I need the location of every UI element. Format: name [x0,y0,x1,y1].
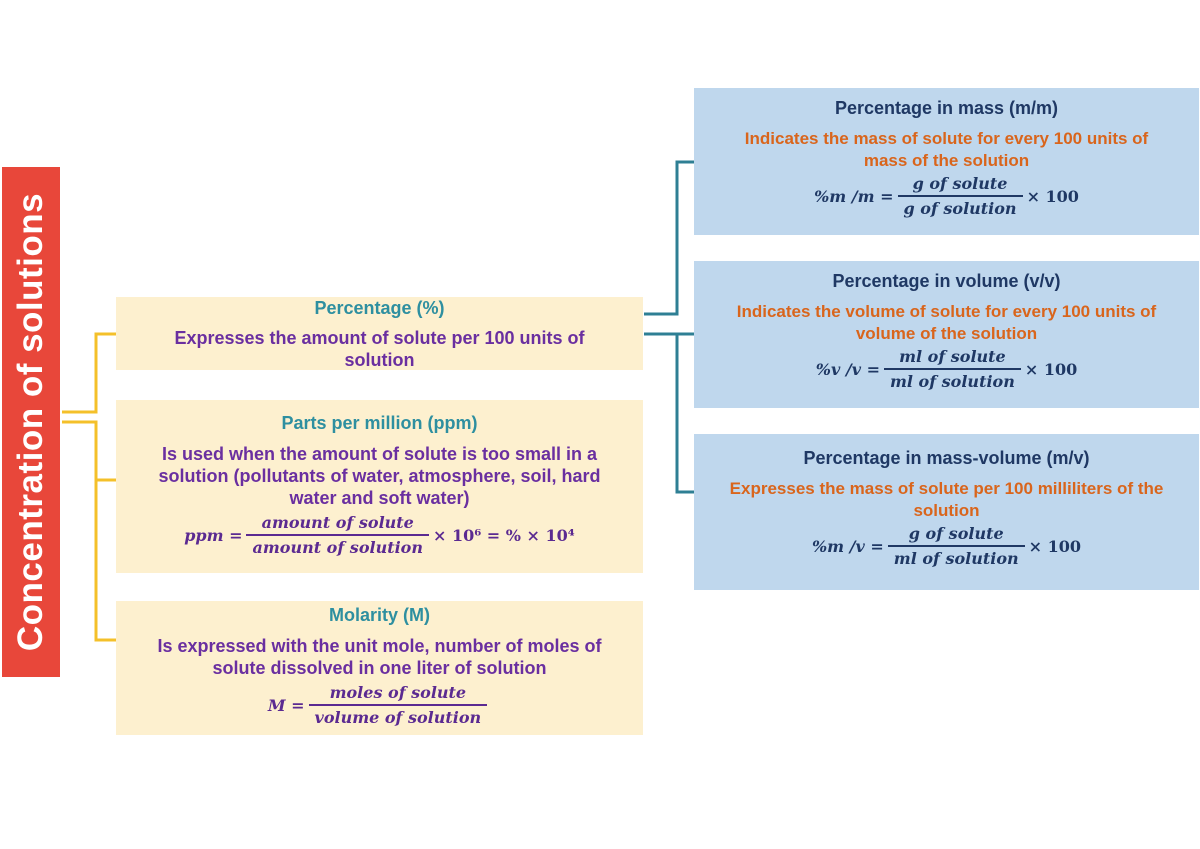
ppm-formula-lhs: ppm = [184,525,243,545]
ppm-desc-line-2: solution (pollutants of water, atmosphere, soil, hard [158,466,601,486]
molarity-box [116,601,643,735]
molarity-formula [116,683,643,727]
mass-denominator: g of solution [898,195,1023,218]
connector-percentage [62,334,116,412]
title-bar [2,167,60,677]
mass-formula-rhs: × 100 [1026,186,1079,206]
mass-volume-formula-lhs: %m /v = [811,536,884,556]
mass-heading: Percentage in mass (m/m) [834,98,1059,118]
mass-volume-heading: Percentage in mass-volume (m/v) [803,448,1090,468]
volume-heading: Percentage in volume (v/v) [832,271,1061,291]
volume-box [694,261,1199,408]
ppm-denominator: amount of solution [246,534,428,557]
volume-denominator: ml of solution [884,368,1021,391]
percentage-box [116,297,643,370]
mass-desc-line-1: Indicates the mass of solute for every 100 units of [744,129,1149,148]
molarity-denominator: volume of solution [309,704,488,727]
ppm-formula-rhs: × 10⁶ = % × 10⁴ [432,525,575,545]
mass-box [694,88,1199,235]
volume-numerator: ml of solute [899,347,1006,366]
percentage-heading: Percentage (%) [314,298,445,318]
ppm-heading: Parts per million (ppm) [281,413,478,433]
ppm-box [116,400,643,573]
ppm-formula [116,513,643,557]
molarity-desc-line-2: solute dissolved in one liter of solution [212,658,547,678]
percentage-desc-line-1: Expresses the amount of solute per 100 units of [174,328,585,348]
mass-volume-desc-line-2: solution [913,501,980,520]
mass-volume-numerator: g of solute [908,524,1004,543]
molarity-heading: Molarity (M) [329,605,430,625]
connector-mass-volume [644,334,694,492]
mass-formula-lhs: %m /m = [814,186,894,206]
mass-volume-fraction [888,524,1025,568]
molarity-fraction [309,683,488,727]
ppm-numerator: amount of solute [261,513,414,532]
connector-molarity [62,422,116,640]
molarity-desc-line-1: Is expressed with the unit mole, number of moles of [157,636,602,656]
connector-mass [644,162,694,314]
diagram-title: Concentration of solutions [11,192,51,652]
volume-desc-line-2: volume of the solution [855,324,1038,343]
volume-fraction [884,347,1021,391]
molarity-formula-lhs: M = [267,695,305,715]
mass-volume-formula [694,524,1199,568]
volume-formula [694,347,1199,391]
mass-formula [694,174,1199,218]
volume-formula-lhs: %v /v = [815,359,880,379]
volume-desc-line-1: Indicates the volume of solute for every 100 units of [736,302,1157,321]
ppm-desc-line-3: water and soft water) [289,488,470,508]
percentage-desc-line-2: solution [344,350,415,370]
mass-fraction [898,174,1023,218]
volume-formula-rhs: × 100 [1024,359,1078,379]
mass-volume-formula-rhs: × 100 [1028,536,1082,556]
ppm-fraction [246,513,428,557]
mass-volume-denominator: ml of solution [888,545,1025,568]
molarity-numerator: moles of solute [329,683,467,702]
mass-volume-desc-line-1: Expresses the mass of solute per 100 milliliters of the [729,479,1164,498]
mass-numerator: g of solute [912,174,1008,193]
mass-desc-line-2: mass of the solution [863,151,1030,170]
ppm-desc-line-1: Is used when the amount of solute is too small in a [161,444,598,464]
mass-volume-box [694,434,1199,590]
